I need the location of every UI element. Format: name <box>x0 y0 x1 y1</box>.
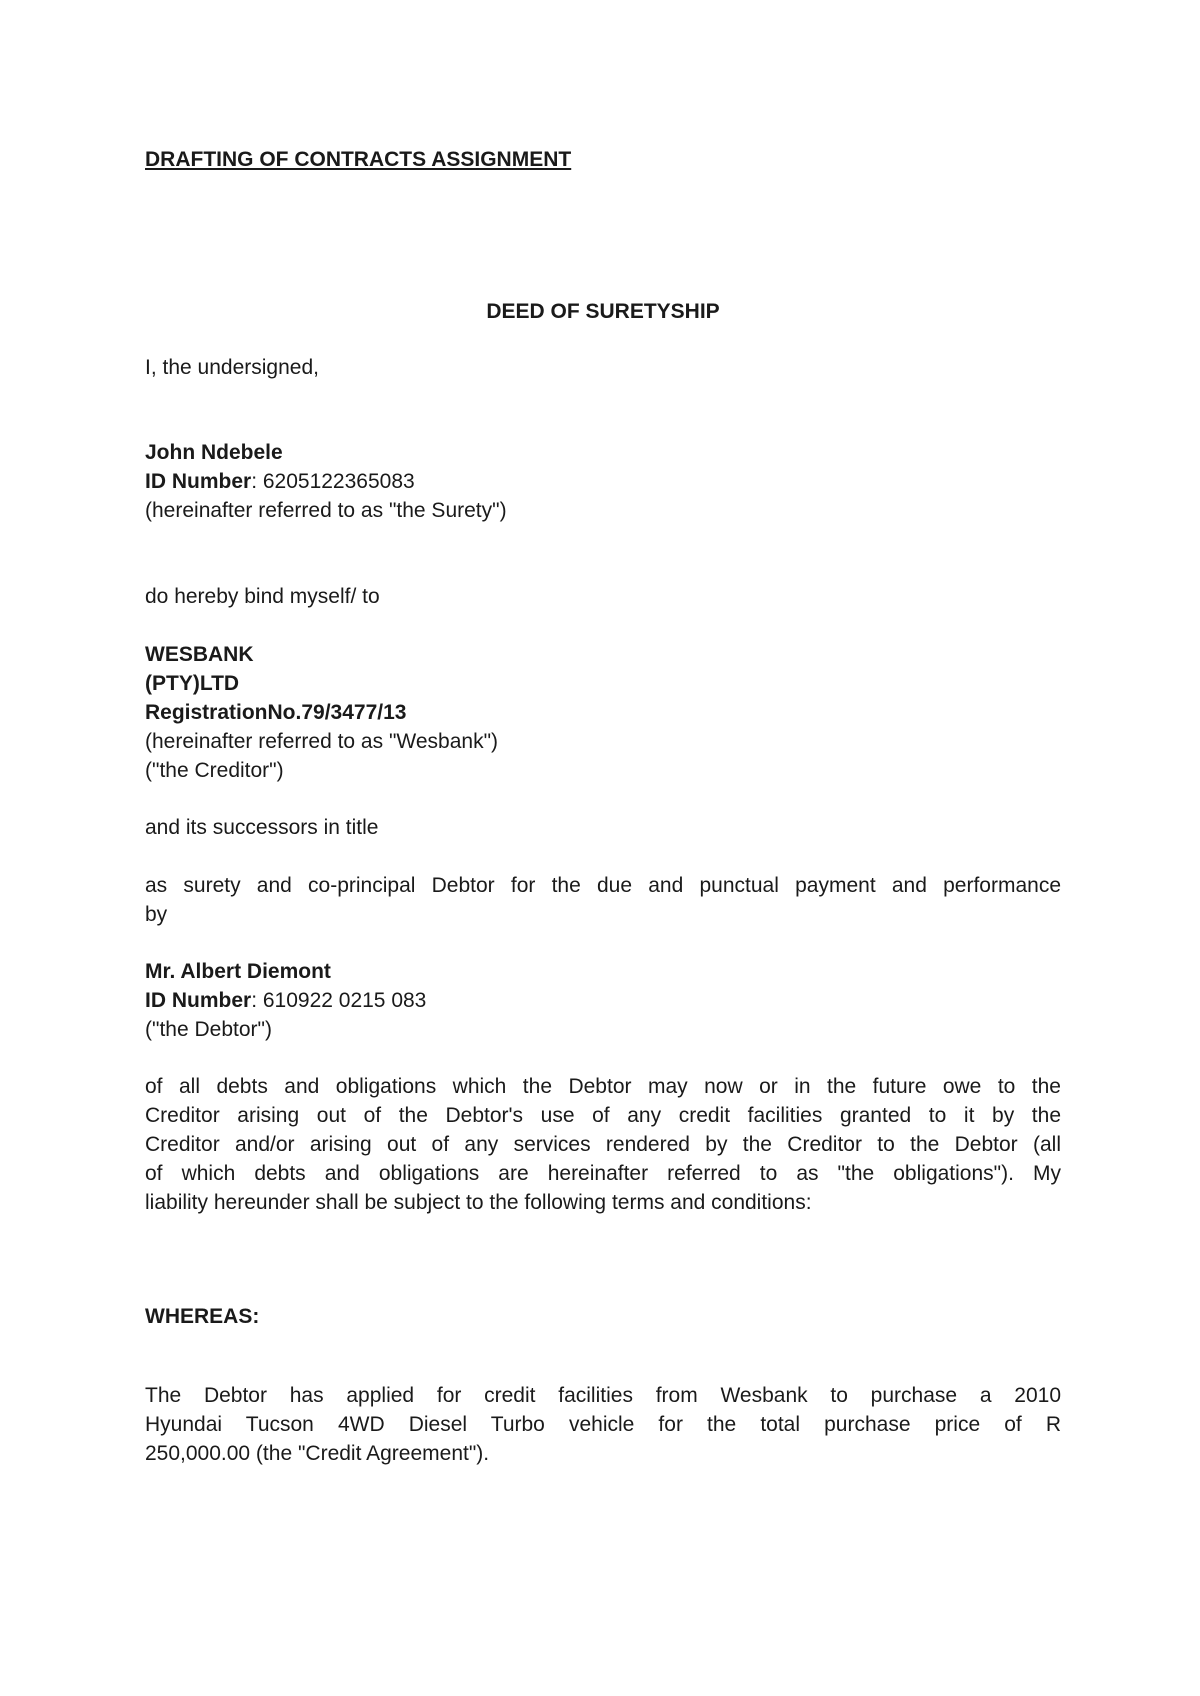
bind-text: do hereby bind myself/ to <box>145 585 380 608</box>
document-title: DEED OF SURETYSHIP <box>486 300 720 323</box>
creditor-name-line1: WESBANK <box>145 643 254 666</box>
surety-clause <box>145 871 1061 929</box>
surety-id-line <box>145 467 415 496</box>
debtor-id-line <box>145 986 426 1015</box>
creditor-reference-1: (hereinafter referred to as "Wesbank") <box>145 730 499 753</box>
surety-name: John Ndebele <box>145 441 283 464</box>
debtor-name: Mr. Albert Diemont <box>145 960 331 983</box>
whereas-line: 250,000.00 (the "Credit Agreement"). <box>145 1442 490 1465</box>
surety-clause-line: by <box>145 903 168 926</box>
debtor-reference: ("the Debtor") <box>145 1018 272 1041</box>
obligations-line: of which debts and obligations are hereinafter referred to as "the obligations"). My <box>145 1162 1061 1185</box>
surety-clause-line: as surety and co-principal Debtor for the due and punctual payment and performance <box>145 874 1061 897</box>
surety-id-label: ID Number <box>145 470 252 493</box>
debtor-id-value: : 610922 0215 083 <box>251 989 427 1012</box>
surety-id-value: : 6205122365083 <box>251 470 415 493</box>
intro-text: I, the undersigned, <box>145 356 319 379</box>
obligations-paragraph <box>145 1072 1061 1217</box>
surety-reference: (hereinafter referred to as "the Surety") <box>145 499 507 522</box>
document-heading: DRAFTING OF CONTRACTS ASSIGNMENT <box>145 148 572 171</box>
creditor-registration: RegistrationNo.79/3477/13 <box>145 701 407 724</box>
debtor-id-label: ID Number <box>145 989 252 1012</box>
whereas-line: The Debtor has applied for credit facilities from Wesbank to purchase a 2010 <box>145 1384 1061 1407</box>
obligations-line: Creditor arising out of the Debtor's use of any credit facilities granted to it by the <box>145 1104 1061 1127</box>
successors-text: and its successors in title <box>145 816 379 839</box>
obligations-line: of all debts and obligations which the Debtor may now or in the future owe to the <box>145 1075 1061 1098</box>
creditor-reference-2: ("the Creditor") <box>145 759 284 782</box>
creditor-name-line2: (PTY)LTD <box>145 672 240 695</box>
whereas-line: Hyundai Tucson 4WD Diesel Turbo vehicle for the total purchase price of R <box>145 1413 1061 1436</box>
whereas-paragraph <box>145 1381 1061 1468</box>
obligations-line: liability hereunder shall be subject to the following terms and conditions: <box>145 1191 812 1214</box>
whereas-heading: WHEREAS: <box>145 1305 260 1328</box>
obligations-line: Creditor and/or arising out of any services rendered by the Creditor to the Debtor (all <box>145 1133 1061 1156</box>
